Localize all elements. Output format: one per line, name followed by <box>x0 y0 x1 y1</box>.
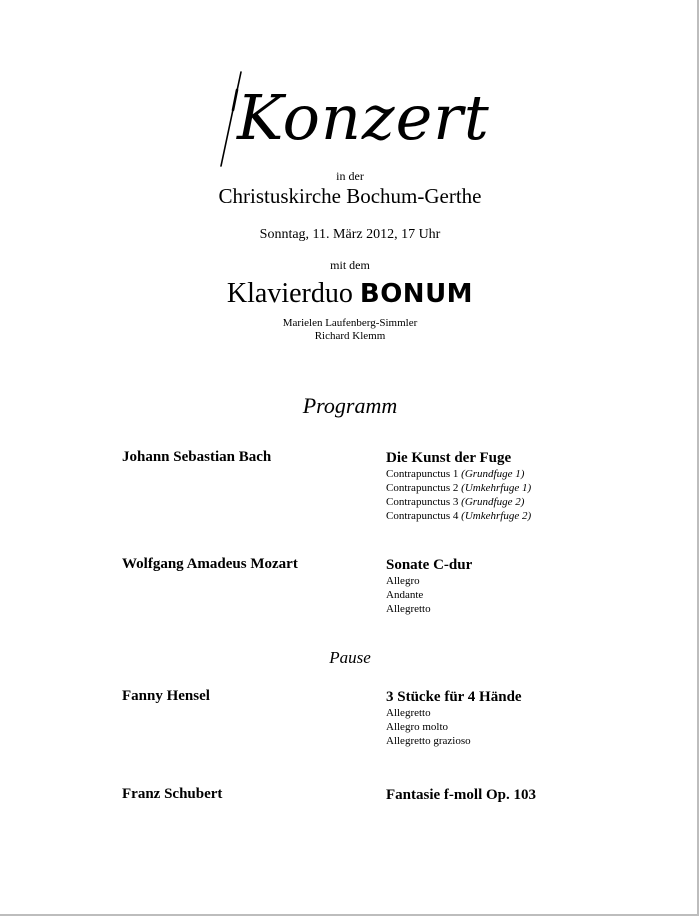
duo-prefix: Klavierduo <box>226 278 360 309</box>
movement <box>386 481 531 495</box>
page-title: Konzert <box>237 81 490 154</box>
movement <box>386 495 531 509</box>
movement-name: Contrapunctus 2 <box>386 482 459 494</box>
composer-schubert: Franz Schubert <box>122 786 223 802</box>
movement: Allegretto <box>386 707 431 719</box>
movement-note: (Grundfuge 2) <box>461 496 525 508</box>
movement <box>386 467 531 481</box>
pause-label: Pause <box>329 648 371 667</box>
in-der-text: in der <box>336 169 364 183</box>
movement: Allegretto <box>386 603 431 615</box>
composer-hensel: Fanny Hensel <box>122 688 210 704</box>
performer-1: Marielen Laufenberg-Simmler <box>282 317 418 329</box>
work-block <box>386 557 472 616</box>
movement: Allegretto grazioso <box>386 735 471 747</box>
work-title: Fantasie f-moll Op. 103 <box>386 787 536 803</box>
movement: Allegro molto <box>386 721 449 733</box>
work-block <box>386 787 536 804</box>
duo-name: BONUM <box>359 279 474 309</box>
title-block <box>215 70 505 170</box>
movement <box>386 509 531 523</box>
composer-mozart: Wolfgang Amadeus Mozart <box>122 556 298 572</box>
work-block <box>386 450 531 523</box>
performer-2: Richard Klemm <box>314 330 386 342</box>
work-title: Sonate C-dur <box>386 557 473 573</box>
movement-name: Contrapunctus 3 <box>386 496 459 508</box>
movement: Andante <box>386 589 424 601</box>
composer-bach: Johann Sebastian Bach <box>122 449 272 465</box>
mit-dem-text: mit dem <box>330 258 370 272</box>
program-heading: Programm <box>302 393 398 418</box>
performer-line <box>0 278 700 310</box>
movement-note: (Grundfuge 1) <box>461 468 525 480</box>
movement: Allegro <box>386 575 420 587</box>
work-block <box>386 689 522 748</box>
venue: Christuskirche Bochum-Gerthe <box>218 184 482 208</box>
concert-date: Sonntag, 11. März 2012, 17 Uhr <box>259 227 441 242</box>
work-title: Die Kunst der Fuge <box>386 450 512 466</box>
performer-names <box>0 317 700 343</box>
movement-name: Contrapunctus 1 <box>386 468 459 480</box>
movement-note: (Umkehrfuge 1) <box>461 482 532 494</box>
work-title: 3 Stücke für 4 Hände <box>386 689 522 705</box>
movement-name: Contrapunctus 4 <box>386 510 459 522</box>
movement-note: (Umkehrfuge 2) <box>461 510 532 522</box>
